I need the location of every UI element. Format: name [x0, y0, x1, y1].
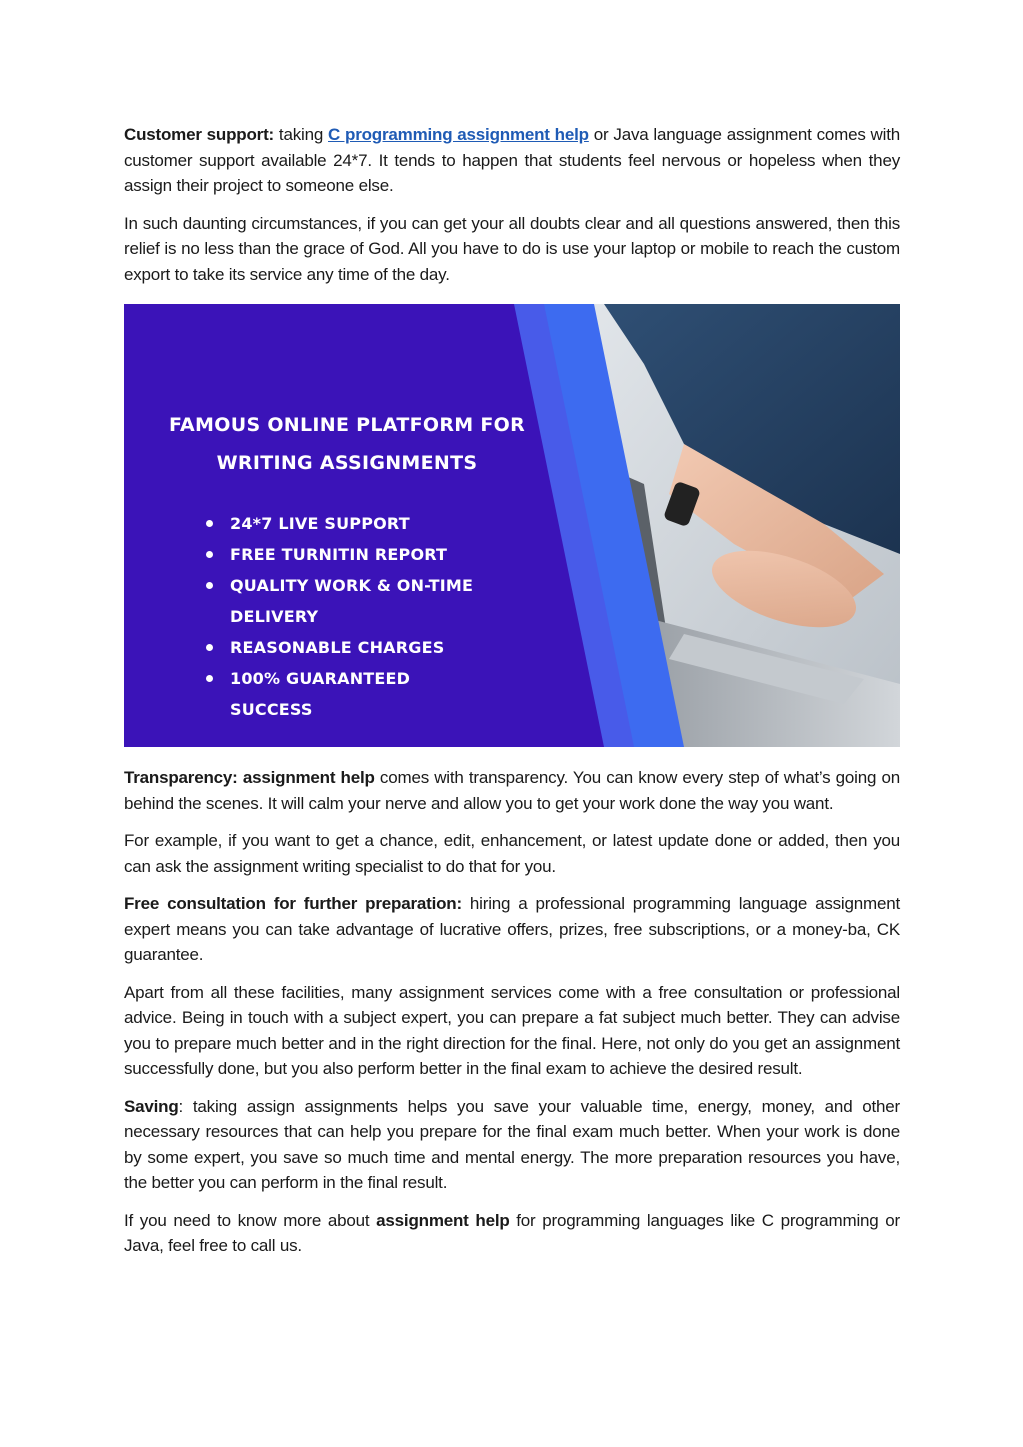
banner-feature-item	[206, 663, 490, 725]
text-span: If you need to know more about	[124, 1210, 377, 1230]
lead-customer-support: Customer support:	[124, 125, 274, 144]
banner-feature-item	[206, 570, 490, 632]
text-span: : taking assign assignments helps you save your valuable time, energy, money, and other necessary resources that can help you prepare for the final exam much better. When your work is done by some expert, you save so much time and mental energy. The more preparation resources you have, the better you can perform in the final result.	[124, 1096, 900, 1192]
banner-feature-label: QUALITY WORK & ON-TIME DELIVERY	[230, 576, 474, 626]
banner-feature-item	[206, 632, 490, 663]
lead-transparency: Transparency: assignment help	[124, 768, 375, 787]
banner-feature-label: FREE TURNITIN REPORT	[230, 545, 448, 564]
paragraph-transparency	[124, 765, 900, 816]
banner-feature-item	[206, 508, 490, 539]
text-span: for programming languages like C programming or Java, feel free to call us.	[124, 1210, 900, 1255]
banner-title	[152, 406, 542, 482]
banner-feature-item	[206, 539, 490, 570]
text-span: comes with transparency. You can know every step of what’s going on behind the scenes. It will calm your nerve and allow you to get your work done the way you want.	[124, 768, 900, 813]
banner-title-line-2: WRITING ASSIGNMENTS	[216, 452, 478, 474]
text-span: taking	[274, 125, 329, 144]
bold-assignment-help: assignment help	[376, 1210, 510, 1230]
banner-text-panel	[124, 304, 564, 747]
bullet-icon	[206, 582, 213, 589]
bullet-icon	[206, 644, 213, 651]
paragraph-customer-support	[124, 122, 900, 199]
c-programming-help-link[interactable]: C programming assignment help	[328, 125, 589, 144]
banner-feature-list	[206, 508, 490, 725]
lead-saving: Saving	[124, 1096, 179, 1116]
paragraph-saving	[124, 1094, 900, 1196]
paragraph-for-example: For example, if you want to get a chance, edit, enhancement, or latest update done or added, then you can ask the assignment writing specialist to do that for you.	[124, 831, 900, 876]
banner-feature-label: 100% GUARANTEED SUCCESS	[230, 669, 411, 719]
text-span: or Java language assignment comes with customer support available 24*7. It tends to happen that students feel nervous or hopeless when they assign their project to someone else.	[124, 125, 900, 195]
paragraph-call-us	[124, 1208, 900, 1259]
text-span: hiring a professional programming language assignment expert means you can take advantage of lucrative offers, prizes, free subscriptions, or a money-ba, CK guarantee.	[124, 894, 901, 964]
banner-title-line-1: FAMOUS ONLINE PLATFORM FOR	[168, 414, 526, 436]
document-page	[124, 122, 900, 1271]
lead-free-consultation: Free consultation for further preparation:	[124, 894, 462, 913]
bullet-icon	[206, 551, 213, 558]
paragraph-free-consultation	[124, 891, 900, 968]
paragraph-daunting-circumstances: In such daunting circumstances, if you can get your all doubts clear and all questions answered, then this relief is no less than the grace of God. All you have to do is use your laptop or mobile to reach the custom export to take its service any time of the day.	[124, 213, 900, 284]
bullet-icon	[206, 520, 213, 527]
paragraph-apart-from: Apart from all these facilities, many assignment services come with a free consultation or professional advice. Being in touch with a subject expert, you can prepare a fat subject much better. They can advise you to prepare much better and in the right direction for the final. Here, not only do you get an assignment successfully done, but you also perform better in the final exam to achieve the desired result.	[124, 982, 900, 1078]
bullet-icon	[206, 675, 213, 682]
promo-banner-image	[124, 304, 900, 747]
banner-feature-label: 24*7 LIVE SUPPORT	[230, 514, 410, 533]
banner-feature-label: REASONABLE CHARGES	[230, 638, 445, 657]
